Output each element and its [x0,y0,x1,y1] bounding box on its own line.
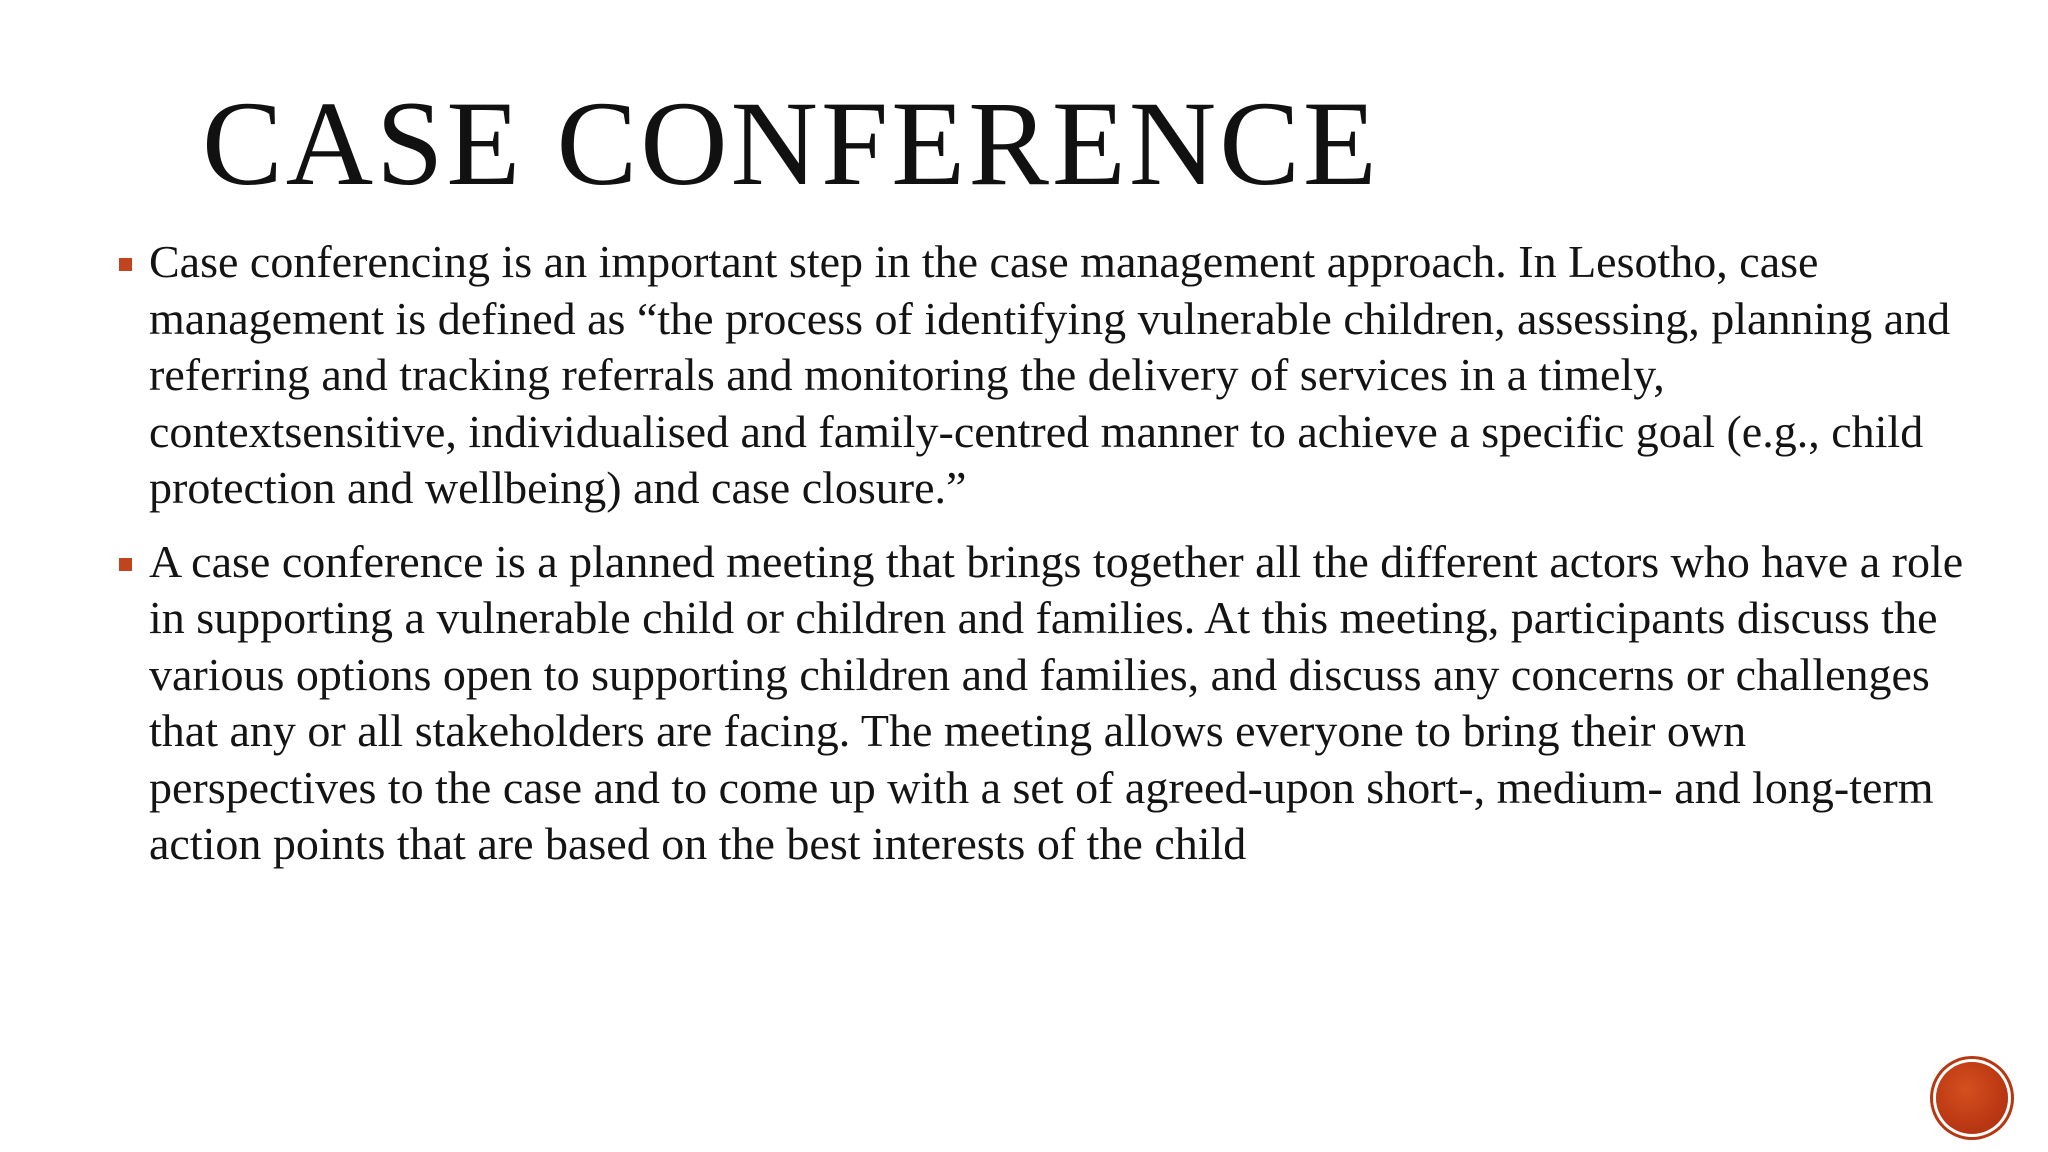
bullet-item [116,534,1976,873]
slide-title: CASE CONFERENCE [202,77,1380,211]
bullet-item [116,234,1976,517]
bullet-text: Case conferencing is an important step in the case management approach. In Lesotho, case management is defined as “the process of identifying vulnerable children, assessing, planning and referring and tracking referrals and monitoring the delivery of services in a timely, contextsensitive, individualised and family-centred manner to achieve a specific goal (e.g., child protection and wellbeing) and case closure.” [149,236,1951,513]
circle-badge-icon [1936,1062,2008,1134]
square-bullet-icon [119,558,132,571]
square-bullet-icon [119,258,132,271]
bullet-list [116,234,1976,890]
bullet-text: A case conference is a planned meeting that brings together all the different actors who have a role in supporting a vulnerable child or children and families. At this meeting, participants discuss the various options open to supporting children and families, and discuss any concerns or challenges that any or all stakeholders are facing. The meeting allows everyone to bring their own perspectives to the case and to come up with a set of agreed-upon short-, medium- and long-term action points that are based on the best interests of the child [149,535,1964,869]
